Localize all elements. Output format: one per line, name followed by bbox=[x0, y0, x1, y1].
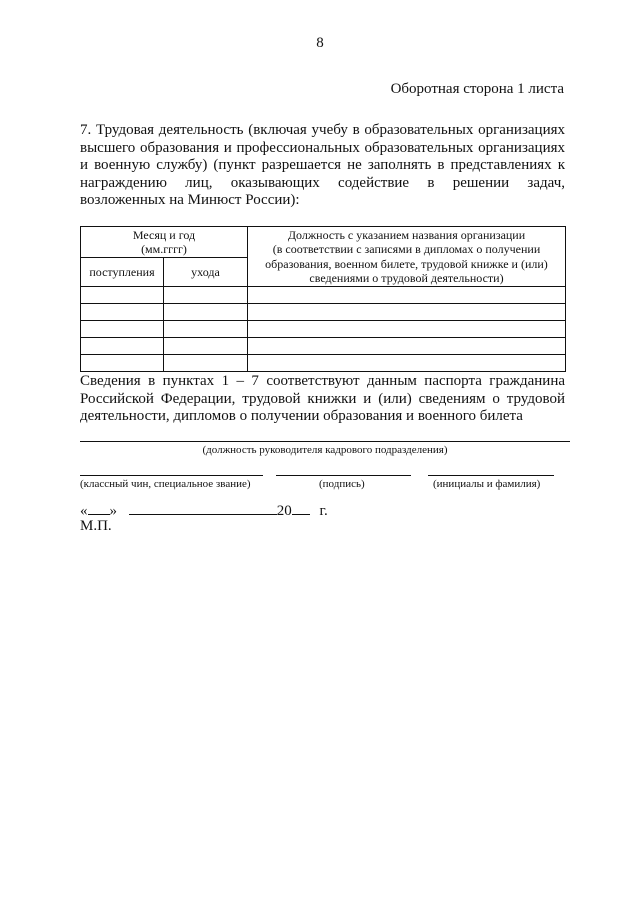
year-field[interactable] bbox=[292, 502, 310, 515]
name-caption: (инициалы и фамилия) bbox=[433, 478, 541, 490]
exit-cell[interactable] bbox=[164, 304, 248, 321]
entry-cell[interactable] bbox=[81, 355, 164, 372]
position-header-note: (в соответствии с записями в дипломах о получении образования, военном билете, трудовой книжке и (или) сведениями о трудовой деятельности) bbox=[265, 242, 548, 285]
table-row bbox=[81, 321, 566, 338]
exit-cell[interactable] bbox=[164, 287, 248, 304]
exit-cell[interactable] bbox=[164, 338, 248, 355]
exit-cell[interactable] bbox=[164, 355, 248, 372]
date-open-quote: « bbox=[80, 503, 88, 519]
sheet-side-label: Оборотная сторона 1 листа bbox=[390, 81, 564, 97]
head-position-line[interactable] bbox=[80, 441, 570, 442]
position-header bbox=[248, 227, 566, 287]
confirmation-paragraph: Сведения в пунктах 1 – 7 соответствуют данным паспорта гражданина Российской Федерации, трудовой книжки и (или) сведениям о трудовой деятельности, дипломов о получении образования и военного билета bbox=[80, 373, 565, 425]
table-row bbox=[81, 287, 566, 304]
date-close-quote: » bbox=[109, 503, 117, 519]
year-suffix: г. bbox=[319, 503, 328, 519]
stamp-place-label: М.П. bbox=[80, 518, 112, 534]
entry-cell[interactable] bbox=[81, 287, 164, 304]
position-cell[interactable] bbox=[248, 338, 566, 355]
employment-table bbox=[80, 226, 566, 372]
month-year-header bbox=[81, 227, 248, 258]
entry-cell[interactable] bbox=[81, 321, 164, 338]
entry-header: поступления bbox=[81, 258, 164, 287]
table-row bbox=[81, 338, 566, 355]
head-position-caption: (должность руководителя кадрового подразделения) bbox=[202, 444, 448, 456]
position-cell[interactable] bbox=[248, 321, 566, 338]
entry-cell[interactable] bbox=[81, 338, 164, 355]
exit-cell[interactable] bbox=[164, 321, 248, 338]
table-row bbox=[81, 355, 566, 372]
date-line bbox=[80, 502, 328, 520]
position-cell[interactable] bbox=[248, 287, 566, 304]
exit-header: ухода bbox=[164, 258, 248, 287]
name-line[interactable] bbox=[428, 475, 554, 476]
position-cell[interactable] bbox=[248, 304, 566, 321]
signature-caption: (подпись) bbox=[319, 478, 365, 490]
day-field[interactable] bbox=[88, 502, 110, 515]
rank-caption: (классный чин, специальное звание) bbox=[80, 478, 251, 490]
table-row bbox=[81, 304, 566, 321]
position-header-title: Должность с указанием названия организации bbox=[287, 227, 526, 242]
section-7-paragraph: 7. Трудовая деятельность (включая учебу в образовательных организациях высшего образования и профессиональных образовательных организациях и военную службу) (пункт разрешается не заполнять в представлениях к награждению лиц, оказывающих содействие в решении задач, возложенных на Минюст России): bbox=[80, 122, 565, 209]
month-year-format: (мм.гггг) bbox=[141, 242, 187, 256]
signature-line[interactable] bbox=[276, 475, 411, 476]
year-prefix: 20 bbox=[276, 503, 292, 519]
rank-line[interactable] bbox=[80, 475, 263, 476]
entry-cell[interactable] bbox=[81, 304, 164, 321]
month-year-label: Месяц и год bbox=[132, 227, 196, 242]
position-cell[interactable] bbox=[248, 355, 566, 372]
page-number: 8 bbox=[316, 35, 324, 51]
month-field[interactable] bbox=[129, 502, 277, 515]
